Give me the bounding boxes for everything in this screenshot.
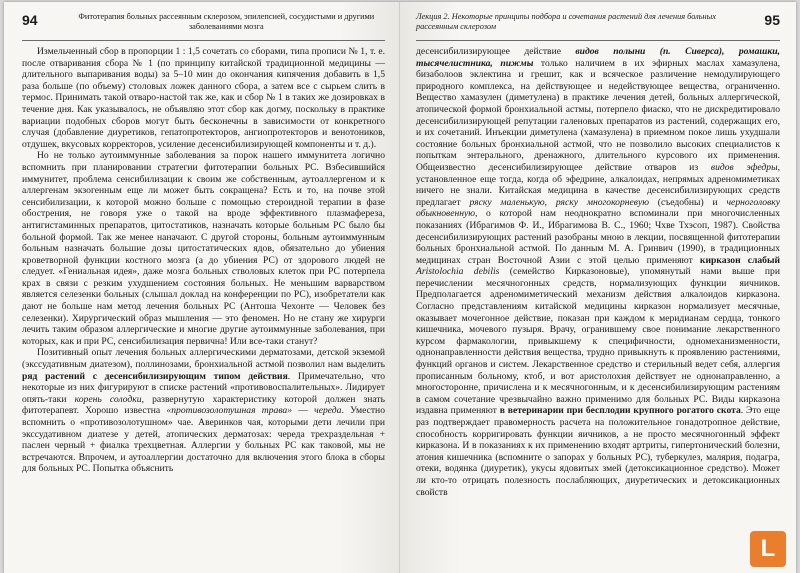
paragraph: десенсибилизирующее действие видов полыни (п. Сиверса), ромашки, тысячелистника, пижмы только наличием в их эфирных маслах хамазулена, бизаболоов эклектина и грешит, как и всяческое различение немодулирующего природного комплекса, на действующее и недействующее вещества, ограниченно. Вещество хамазулен (диметулена) в практике лечения детей, больных аллергической, атопической формой бронхиальной астмы, потерпело фиаско, что не дискредитировало десенсибилизирующей репутации галеновых препаратов из растений, содержащих его, и их сочетаний. Инъекции диметулена (хамазулена) в приемном покое лишь ухудшали состояние больных бронхиальной астмой, что не позволило высоких специалистов к попыткам энтерального, дренажного, длительного курсового их применения. Общеизвестно десенсибилизирующее действие отваров из видов эфедры, установленное еще тогда, когда об эфедрине, алкалоидах, непрямых адреномиметиках ничего не знали. Китайская медицина в качестве десенсибилизирующих средств предлагает ряску маленькую, ряску многокорневую (съедобны) и черноголовку обыкновенную, о которой нам неоднократно вспоминали при многочисленных показаниях (Ибрагимов Ф. И., Ибрагимова В. С., 1960; Чхве Тхэсоп, 1987). Свойства десенсибилизирующих растений разобраны мною в лекции, посвященной фитотерапии больных бронхиальной астмой. По данным М. А. Гринвич (1990), в традиционных медицинах стран Восточной Азии с этой целью применяют кирказон слабый Aristolochia debilis (семейство Кирказоновые), упомянутый нами выше при перечислении месячногонных средств, нормализующих функции яичников. Предполагается адреномиметический механизм действия алкалоидов кирказона. Согласно представлениям китайской медицины кирказон нормализует месячные, оказывает мочегонное действие, показан при каждом к меридианам сердца, тонкого кишечника, мочевого пузыря. Врачу, огранившему свое понимание лекарственного курсом фармакологии, привыкшему к специфичности, одномеханизменности, однонаправленности действия вещества, трудно привыкнуть к проявлению растениями, функций органов и систем. Лекарственное средство и стерильный ведет себя, аллергия прописанным больному, ктоб, и вот аристолохия действует не однонаправленно, а многосторонне, причислена и к месячногонным, и к десенсибилизирующим растениям в самом сочетание чрезвычайно важно применимо для больных РС. Виды кирказона издавна применяют в ветеринарии при бесплодии крупного рогатого скота. Это еще раз подтверждает правомерность расчета на положительное гонадотропное действие, способность корригировать функции яичников, а не просто месячногонный эффект кирказона. И в показаниях к их применению входят артриты, гипертонический болезни, атония кишечника (вспомните о запорах у больных РС), туберкулез, малярия, подагра, отеки, водянка (диуретик), укусы ядовитых змей (детоксикационное средство). Может ли кто-то отрицать полезность послабляющих, диуретических и детоксикационных свойств: [416, 46, 781, 498]
emphasis-text: «противозолотушная трава»: [166, 405, 293, 417]
right-running-head: [416, 2, 780, 41]
emphasis-text: ряд растений с десенсибилизирующим типом действия: [22, 370, 288, 382]
emphasis-text: черноголовку обыкновенную: [416, 196, 780, 220]
emphasis-text: корень солодки: [74, 393, 142, 405]
left-running-title: Фитотерапия больных рассеянным склерозом, эпилепсией, сосудистыми и другими заболеваниями мозга: [78, 12, 375, 31]
right-running-title: Лекция 2. Некоторые принципы подбора и сочетания растений для лечения больных рассеянным склерозом: [416, 12, 716, 31]
right-page: [400, 2, 796, 573]
left-running-head: [22, 2, 385, 41]
book-spread: [4, 2, 796, 573]
paragraph: Позитивный опыт лечения больных аллергическими дерматозами, детской экземой (экссудативным диатезом), поллинозами, бронхиальной астмой позволил нам выделить ряд растений с десенсибилизирующим типом действия. Примечательно, что некоторые из них фигурируют в списке растений «противовоспалительных». Лидирует опять-таки корень солодки, развернутую характеристику которой должен знать фитотерапевт. Хорошо известна «противозолотушная трава» — череда. Уместно вспомнить о «противозолотушном» чае. Аверинков чая, которыми дети лечили при экссудативном диатезе у детей, атопических дерматозах: череда трехраздельная + паслен черный + фиалка трехцветная. Аллергии у больных РС как таковой, мы не встречаются. Впрочем, и аутоаллергии достаточно для включения этого блока в сборы для больных РС. Попытка объяснить: [22, 347, 386, 475]
emphasis-text: в ветеринарии при бесплодии крупного рогатого скота: [499, 405, 741, 417]
right-page-number: 95: [764, 12, 780, 28]
labirint-logo-watermark: L: [750, 531, 786, 567]
emphasis-text: видов полыни (п. Сиверса), ромашки, тысячелистника, пижмы: [416, 46, 780, 69]
emphasis-text: череда: [314, 405, 342, 417]
emphasis-text: видов эфедры: [710, 161, 778, 173]
emphasis-text: кирказон слабый: [699, 254, 780, 266]
emphasis-text: ряску маленькую, ряску многокорневую: [469, 196, 649, 208]
paragraph: Измельченный сбор в пропорции 1 : 1,5 сочетать со сборами, типа прописи № 1, т. е. после отваривания сбора № 1 (по принципу китайской традиционной медицины — длительного выпаривания воды) за 5–10 мин до окончания кипячения добавить в 1,5 раза больше (по объему) столовых ложек данного сбора, а затем все с сырьем слить в термос. Принимать такой отваро-настой так же, как и сбор № 1 в таких же дозировках в течение дня. Как указывалось, не объявляю этот сбор как догму, поскольку в практике вариации подобных сборов могут быть бесконечны в зависимости от конкретного случая (добавление диуретиков, гепатопротекторов, ангиопротекторов и венотоников, отдушек, вкусовых корректоров, усиление десенсибилизирующей компоненты и т. д.).: [22, 46, 385, 150]
paragraph: Но не только аутоиммунные заболевания за порок нашего иммунитета логично вспомнить при планировании стратегии фитотерапии больных РС. Взбесившийся иммунитет, проблема сенсибилизации к своим же собственным, аутоаллергеном и к аллергенам экзогенным еще ли может быть сокращена? Есть и то, на почве этой сенсибилизации, к которой можно больше с помощью стероидной терапии в фазе обострения, не говоря уже о такой на вроде эффективного плазмафереза, антигистаминных препаратов, цитостатиков, назначать которые больным РС было бы больной формой. Так же менее наначают. С другой стороны, больным аутоиммунным больным назначать большие дозы цитостатических ядов, обязательно до убиения кроветворной функции костного мозга (а до убиения РС) от здорового людей не следует. «Гениальная идея», даже мозга больных стволовых клеток при РС потерпела крах в связи с резким ухудшением состояния больных. Не меньшим варварством является селезенки больных (слышал доклад на конференции по РС), изобретатели как дают не больше нам метод лечения больных РС (Антоша Чехонте — Человек без селезенки). Хирургический образ мышления — это феномен. Но не стану же хирурги лечить таким образом аллергические и многие другие аутоиммунные заболевания, при которых, как и при РС, сенсибилизация первична! Или все-таки станут?: [22, 150, 385, 347]
left-page: [4, 2, 400, 573]
left-body-text: [22, 46, 385, 475]
right-body-text: [416, 46, 780, 498]
left-page-number: 94: [22, 12, 38, 28]
emphasis-text: Aristolochia debilis: [416, 266, 500, 278]
